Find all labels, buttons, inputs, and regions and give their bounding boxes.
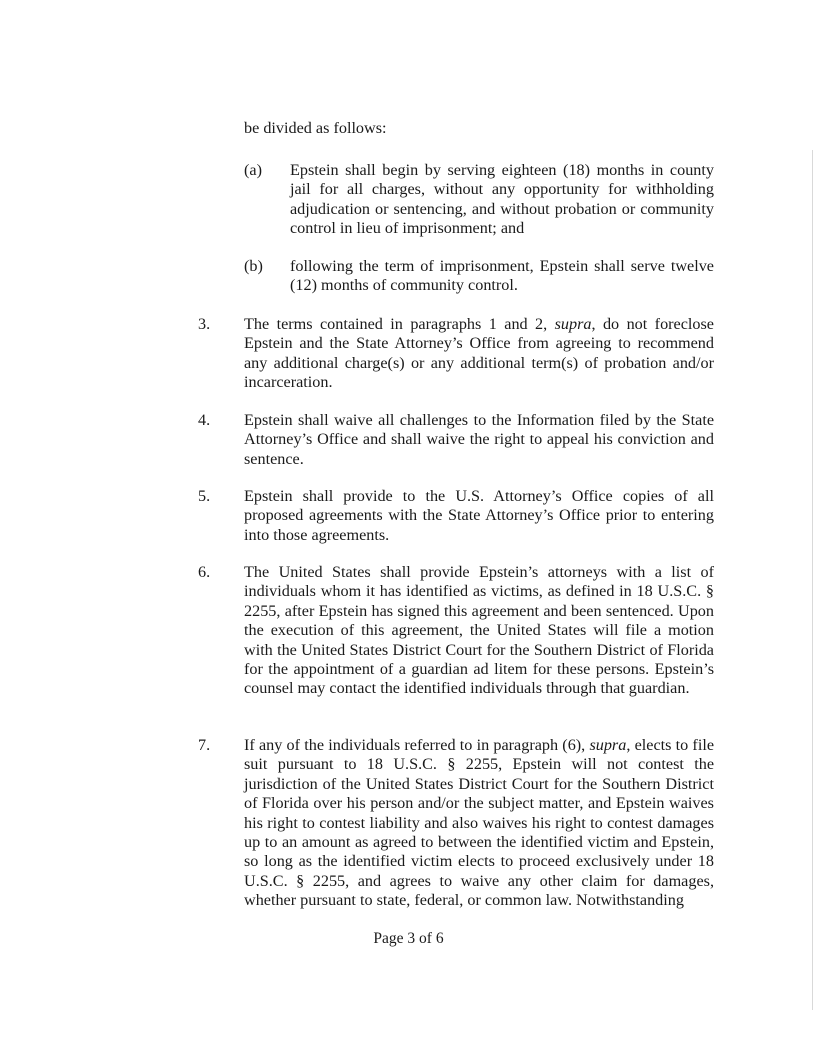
paragraph-number: 5. bbox=[198, 487, 211, 505]
paragraph-number: 3. bbox=[198, 315, 211, 333]
paragraph-5 bbox=[198, 487, 714, 545]
paragraph-4 bbox=[198, 411, 714, 469]
paragraph-text: The United States shall provide Epstein’s attorneys with a list of individuals whom it has identified as victims, as defined in 18 U.S.C. § 2255, after Epstein has signed this agreement and been sentenced. Upon the execution of this agreement, the United States will file a motion with the United States District Court for the Southern District of Florida for the appointment of a guardian ad litem for these persons. Epstein’s counsel may contact the identified individuals through that guardian. bbox=[244, 563, 714, 698]
sub-item-text: following the term of imprisonment, Epstein shall serve twelve (12) months of community control. bbox=[290, 257, 714, 295]
paragraph-text-part: If any of the individuals referred to in paragraph (6), bbox=[244, 736, 590, 754]
paragraph-text: Epstein shall waive all challenges to the Information filed by the State Attorney’s Office and shall waive the right to appeal his conviction and sentence. bbox=[244, 411, 714, 468]
paragraph-text bbox=[244, 736, 714, 911]
intro-line: be divided as follows: bbox=[244, 119, 387, 137]
paragraph-7 bbox=[198, 736, 714, 911]
paragraph-italic: supra bbox=[554, 315, 592, 333]
sub-item-a bbox=[244, 161, 714, 239]
paragraph-text-part: The terms contained in paragraphs 1 and 2, bbox=[244, 315, 555, 333]
paragraph-italic: supra bbox=[589, 736, 627, 754]
sub-item-b bbox=[244, 257, 714, 296]
sub-item-text: Epstein shall begin by serving eighteen (18) months in county jail for all charges, without any opportunity for withholding adjudication or sentencing, and without probation or community control in lieu of imprisonment; and bbox=[290, 161, 714, 238]
paragraph-3 bbox=[198, 315, 714, 393]
scan-edge-line bbox=[812, 150, 813, 1010]
paragraph-6 bbox=[198, 563, 714, 699]
paragraph-text-part: , do not foreclose Epstein and the State Attorney’s Office from agreeing to recommend any additional charge(s) or any additional term(s) of probation and/or incarceration. bbox=[244, 315, 714, 392]
paragraph-number: 6. bbox=[198, 563, 211, 581]
paragraph-number: 7. bbox=[198, 736, 211, 754]
paragraph-number: 4. bbox=[198, 411, 211, 429]
sub-item-label: (a) bbox=[244, 161, 262, 179]
sub-item-label: (b) bbox=[244, 257, 263, 275]
page-number-footer: Page 3 of 6 bbox=[373, 930, 444, 947]
paragraph-text bbox=[244, 315, 714, 393]
paragraph-text: Epstein shall provide to the U.S. Attorney’s Office copies of all proposed agreements with the State Attorney’s Office prior to entering into those agreements. bbox=[244, 487, 714, 544]
paragraph-text-part: , elects to file suit pursuant to 18 U.S.C. § 2255, Epstein will not contest the jurisdiction of the United States District Court for the Southern District of Florida over his person and/or the subject matter, and Epstein waives his right to contest liability and also waives his right to contest damages up to an amount as agreed to between the identified victim and Epstein, so long as the identified victim elects to proceed exclusively under 18 U.S.C. § 2255, and agrees to waive any other claim for damages, whether pursuant to state, federal, or common law. Notwithstanding bbox=[244, 736, 714, 910]
